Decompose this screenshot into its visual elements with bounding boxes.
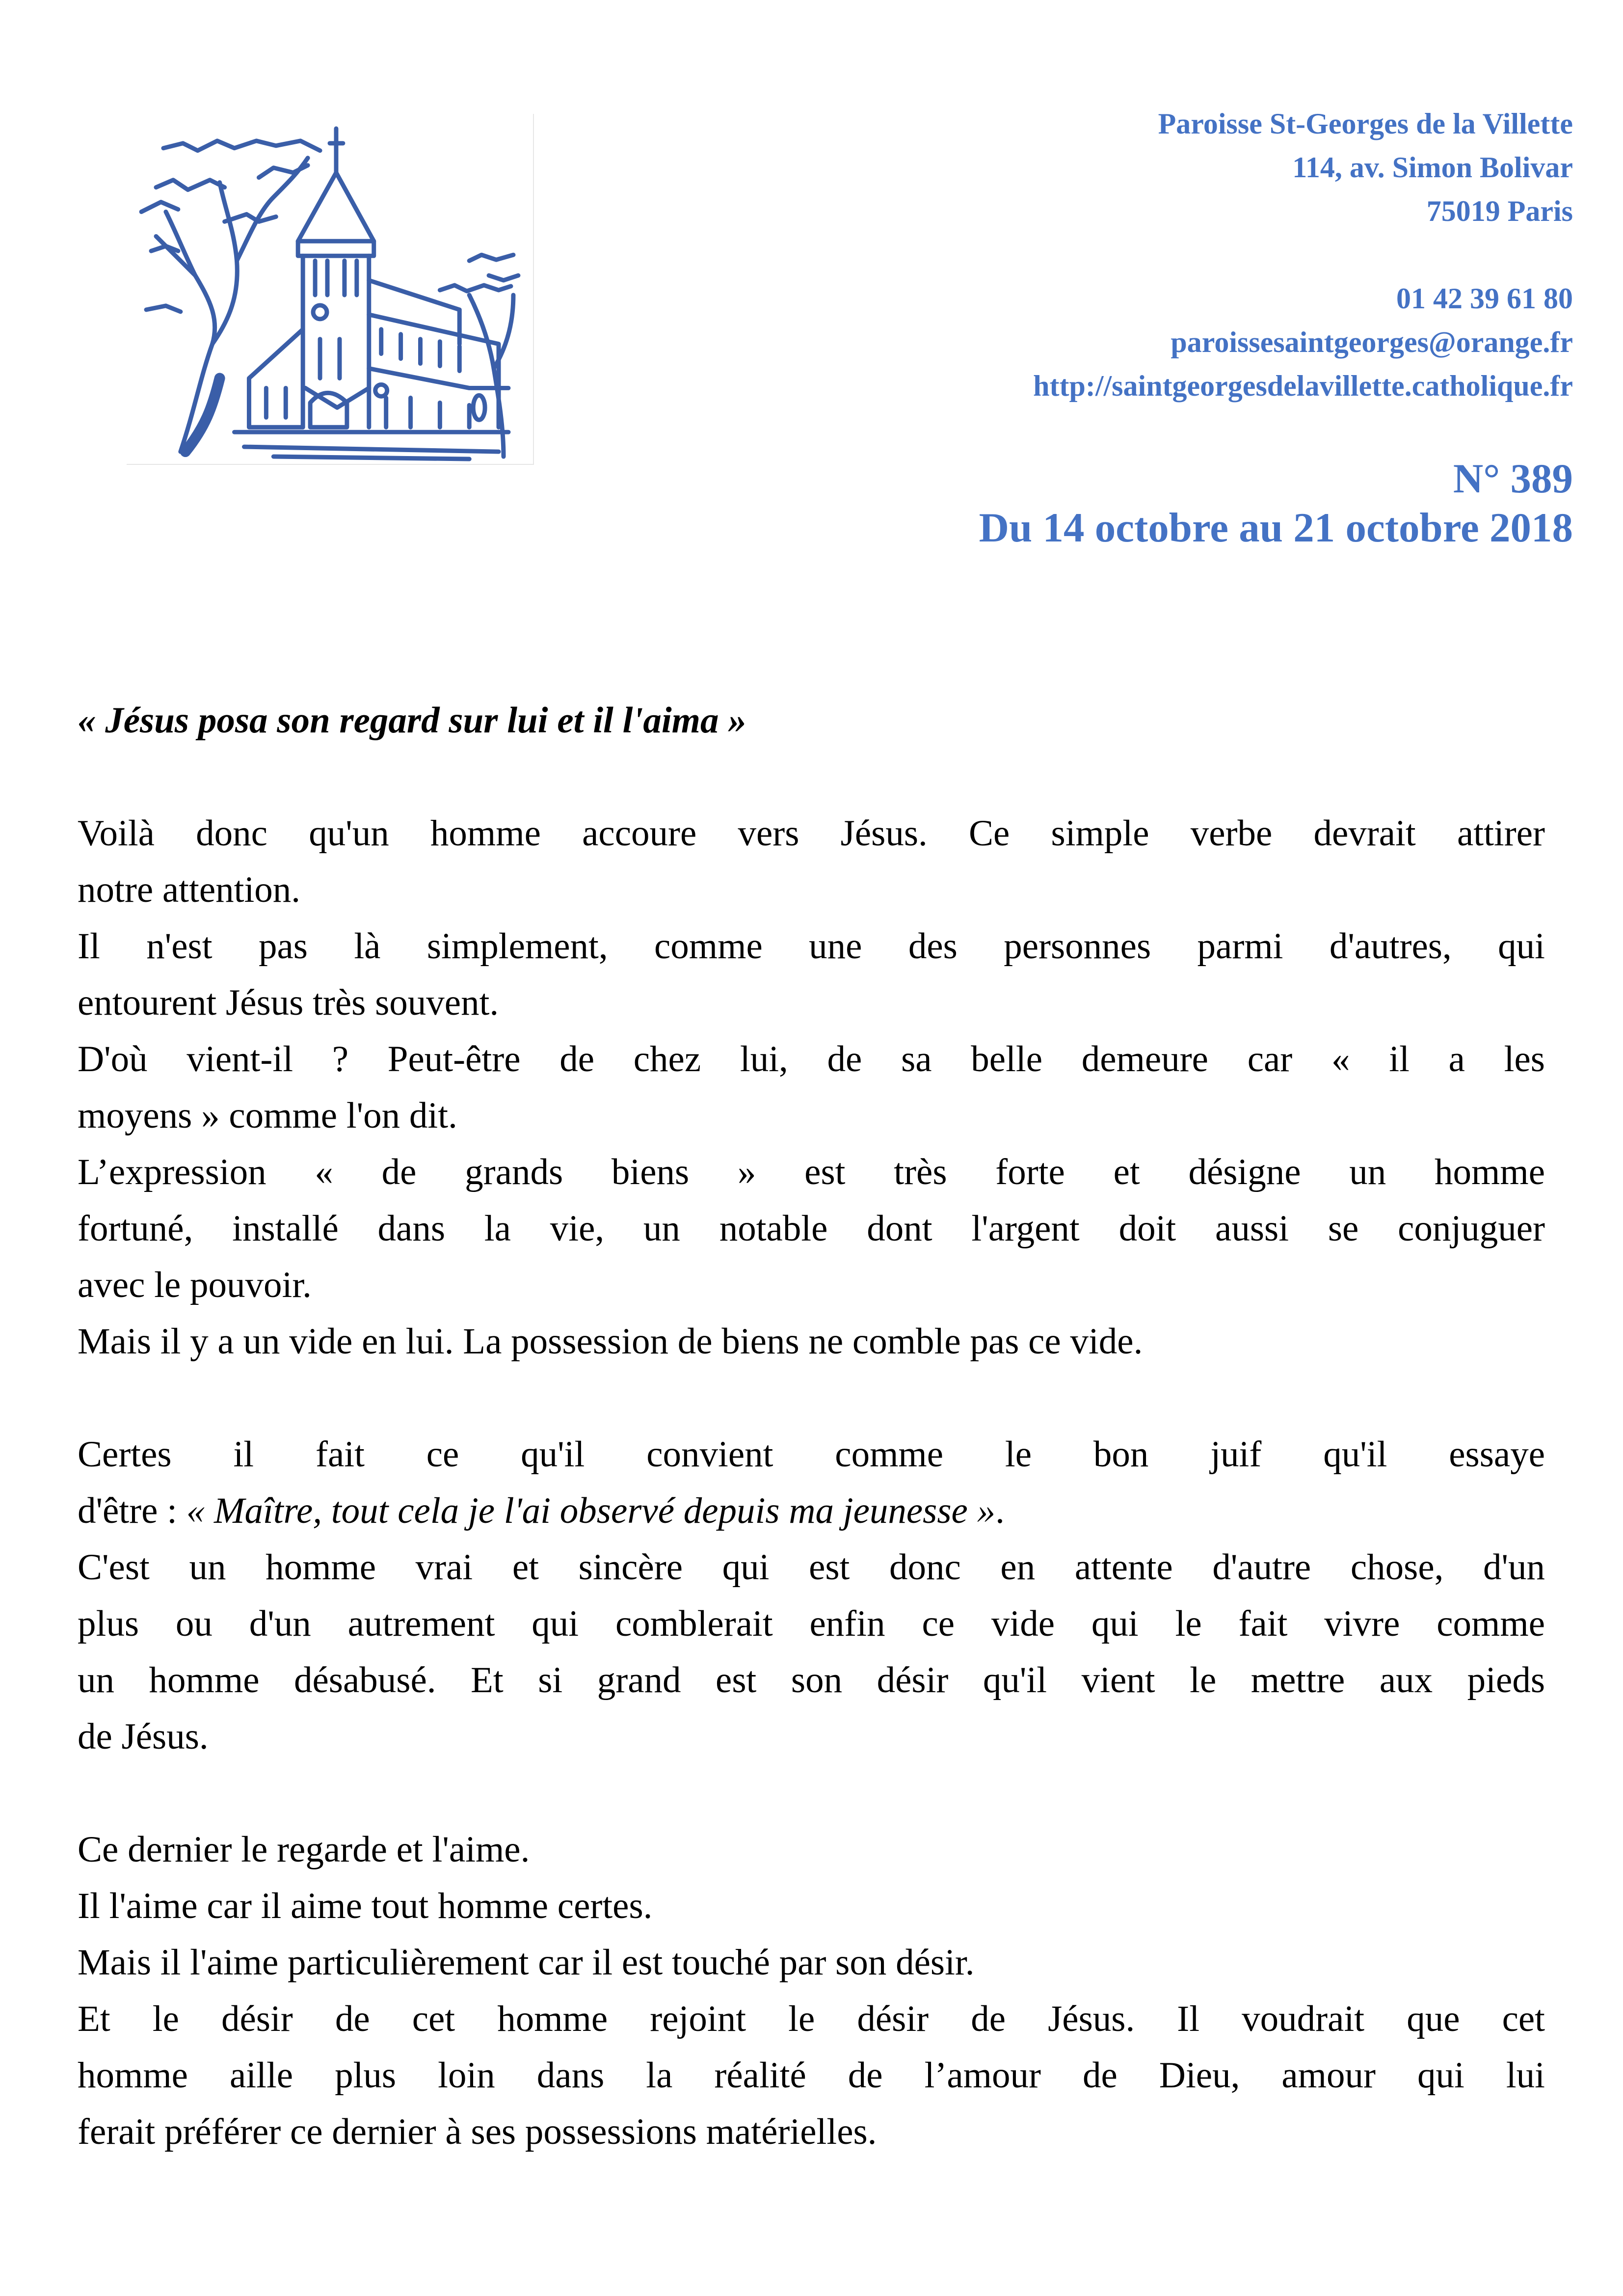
parish-name: Paroisse St-Georges de la Villette: [1158, 108, 1573, 140]
email-link[interactable]: paroissesaintgeorges@orange.fr: [1171, 326, 1573, 358]
text-line: Mais il l'aime particulièrement car il est touché par son désir.: [78, 1942, 975, 1983]
issue-block: [739, 454, 1573, 552]
text-line: Certes il fait ce qu'il convient comme le bon juif qu'il essaye: [78, 1434, 1545, 1475]
text-line: homme aille plus loin dans la réalité de l’amour de Dieu, amour qui lui: [78, 2055, 1545, 2096]
article-body: [78, 805, 1545, 2160]
parish-contact-block: [788, 102, 1573, 408]
text-line: moyens » comme l'on dit.: [78, 1095, 457, 1136]
text-line: Ce dernier le regarde et l'aime.: [78, 1829, 530, 1870]
text-line: de Jésus.: [78, 1716, 209, 1757]
phone-number: 01 42 39 61 80: [1396, 282, 1573, 315]
paragraph-spacer: [78, 1370, 1545, 1426]
text-line: fortuné, installé dans la vie, un notable dont l'argent doit aussi se conjuguer: [78, 1208, 1545, 1249]
parish-logo: [127, 114, 534, 465]
text-suffix: .: [995, 1490, 1005, 1531]
address-street: 114, av. Simon Bolivar: [1292, 151, 1573, 184]
scripture-quote: « Maître, tout cela je l'ai observé depuis ma jeunesse »: [186, 1490, 996, 1531]
issue-number: N° 389: [1453, 456, 1573, 502]
article-title: « Jésus posa son regard sur lui et il l'aima »: [78, 700, 746, 741]
issue-date-range: Du 14 octobre au 21 octobre 2018: [979, 505, 1573, 551]
text-line: notre attention.: [78, 869, 301, 910]
text-line: un homme désabusé. Et si grand est son désir qu'il vient le mettre aux pieds: [78, 1660, 1545, 1701]
text-line: Et le désir de cet homme rejoint le désir de Jésus. Il voudrait que cet: [78, 1999, 1545, 2039]
spacer: [788, 233, 1573, 277]
text-line: Voilà donc qu'un homme accoure vers Jésus. Ce simple verbe devrait attirer: [78, 813, 1545, 854]
text-line: L’expression « de grands biens » est très forte et désigne un homme: [78, 1152, 1545, 1192]
paragraph-3: [78, 1821, 1545, 2160]
paragraph-1: [78, 805, 1545, 1370]
text-line: Il n'est pas là simplement, comme une des personnes parmi d'autres, qui: [78, 926, 1545, 967]
text-line: D'où vient-il ? Peut-être de chez lui, de sa belle demeure car « il a les: [78, 1039, 1545, 1080]
text-line: plus ou d'un autrement qui comblerait enfin ce vide qui le fait vivre comme: [78, 1603, 1545, 1644]
church-drawing-icon: [127, 114, 533, 464]
paragraph-2: [78, 1426, 1545, 1765]
text-line: Il l'aime car il aime tout homme certes.: [78, 1886, 653, 1926]
paragraph-spacer: [78, 1765, 1545, 1821]
text-line: entourent Jésus très souvent.: [78, 982, 499, 1023]
text-line: [78, 1483, 1545, 1539]
text-line: ferait préférer ce dernier à ses possessions matérielles.: [78, 2111, 877, 2152]
text-line: C'est un homme vrai et sincère qui est donc en attente d'autre chose, d'un: [78, 1547, 1545, 1588]
website-link[interactable]: http://saintgeorgesdelavillette.catholique.fr: [1033, 370, 1573, 402]
text-prefix: d'être :: [78, 1490, 186, 1531]
address-city: 75019 Paris: [1426, 195, 1573, 227]
text-line: Mais il y a un vide en lui. La possession de biens ne comble pas ce vide.: [78, 1321, 1143, 1362]
text-line: avec le pouvoir.: [78, 1265, 312, 1305]
